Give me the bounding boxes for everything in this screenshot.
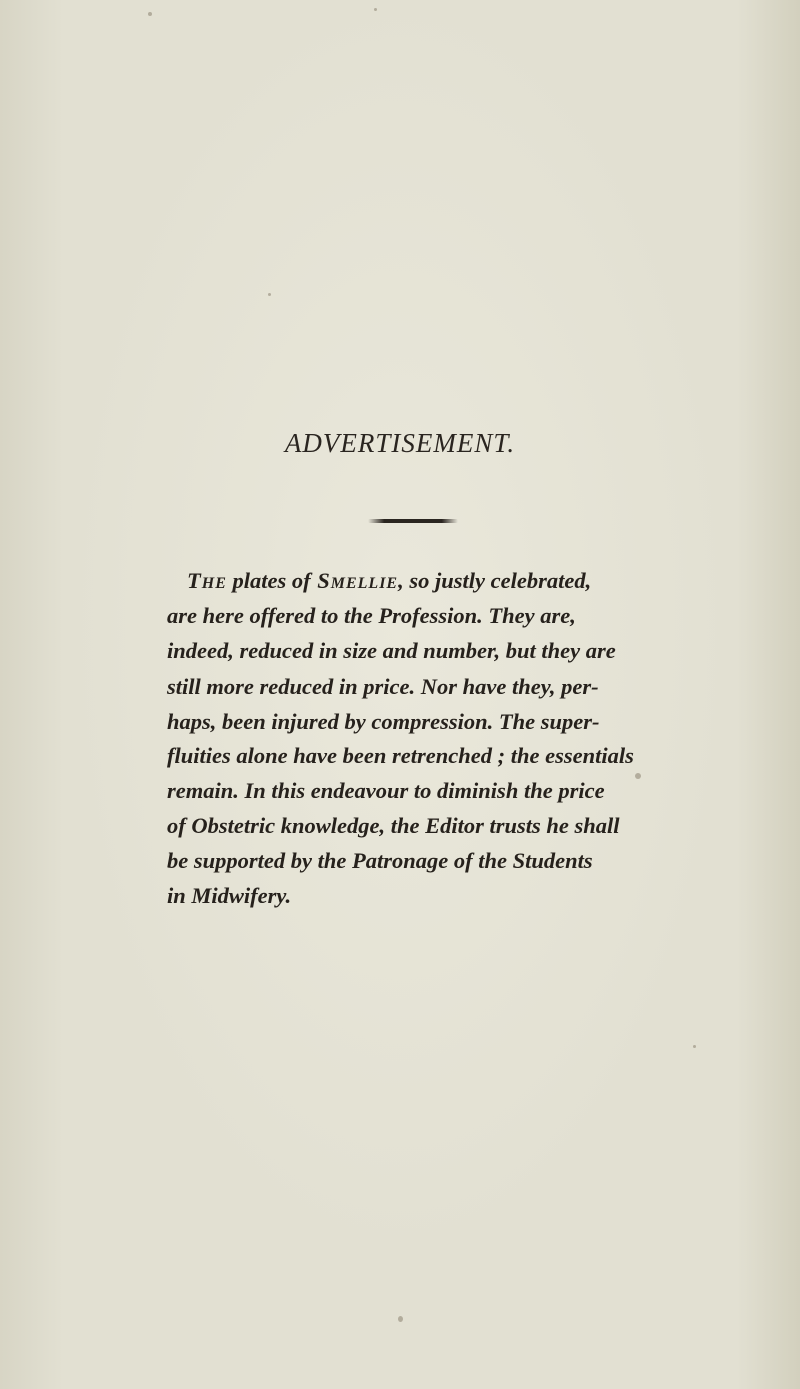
text-line [187, 568, 591, 594]
text-fragment: Smellie [310, 568, 399, 593]
paper-speck [268, 293, 271, 296]
text-line: haps, been injured by compression. The super- [167, 709, 600, 734]
text-line: be supported by the Patronage of the Students [167, 848, 593, 873]
title-rule [368, 519, 458, 523]
text-line: indeed, reduced in size and number, but they are [167, 638, 616, 663]
text-fragment: , so justly celebrated, [398, 568, 592, 593]
text-fragment: plates [226, 568, 292, 593]
text-line: of Obstetric knowledge, the Editor trusts he shall [167, 813, 620, 838]
page-title: ADVERTISEMENT. [284, 428, 516, 458]
text-fragment: of [291, 568, 311, 593]
text-line: in Midwifery. [167, 883, 292, 908]
text-fragment: The [187, 568, 227, 593]
text-line: still more reduced in price. Nor have they, per- [167, 674, 599, 699]
paper-speck [635, 773, 641, 779]
paper-speck [398, 1316, 403, 1322]
paper-speck [374, 8, 377, 11]
paper-speck [693, 1045, 696, 1048]
paper-speck [148, 12, 152, 16]
text-line: fluities alone have been retrenched ; the essentials [167, 743, 634, 768]
text-line: remain. In this endeavour to diminish the price [167, 778, 605, 803]
text-line: are here offered to the Profession. They are, [167, 603, 576, 628]
